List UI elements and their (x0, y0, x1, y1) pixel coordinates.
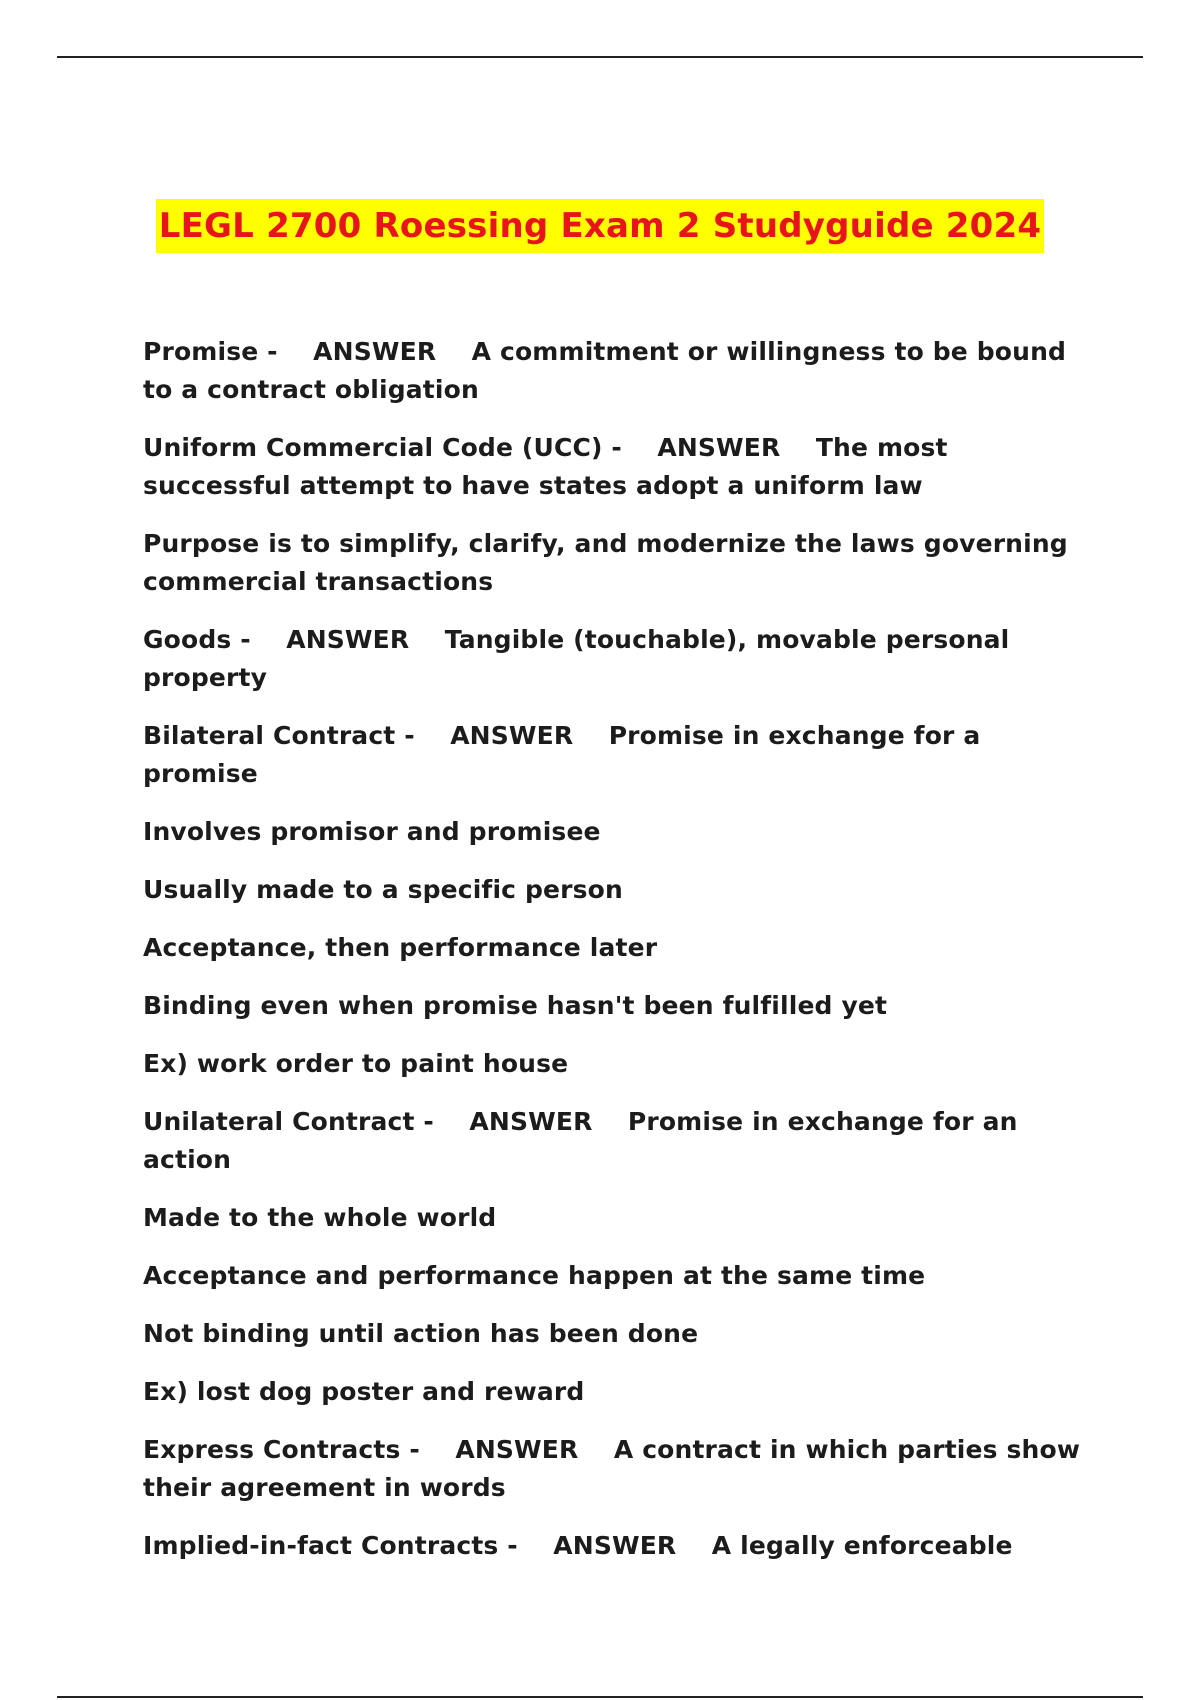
entry-answer-label: ANSWER (553, 1531, 677, 1560)
entry-line: Usually made to a specific person (143, 875, 623, 904)
entry-answer-label: ANSWER (455, 1435, 579, 1464)
entry-promise (143, 333, 1083, 409)
header-rule (57, 56, 1143, 58)
entry-definition: Promise in exchange for a promise (143, 721, 981, 788)
footer-rule (57, 1696, 1143, 1698)
entry-goods (143, 621, 1083, 697)
entry-line: Not binding until action has been done (143, 1319, 699, 1348)
entry-implied-in-fact-contracts (143, 1527, 1083, 1565)
document-title: LEGL 2700 Roessing Exam 2 Studyguide 2024 (156, 199, 1044, 253)
entry-definition: A legally enforceable (711, 1531, 1013, 1560)
entry-line: Binding even when promise hasn't been fulfilled yet (143, 991, 888, 1020)
entry-definition: A commitment or willingness to be bound to a contract obligation (143, 337, 1067, 404)
entry-answer-label: ANSWER (450, 721, 574, 750)
entry-answer-label: ANSWER (286, 625, 410, 654)
entry-definition: A contract in which parties show their agreement in words (143, 1435, 1081, 1502)
entry-answer-label: ANSWER (313, 337, 437, 366)
title-container (0, 199, 1200, 253)
entry-answer-label: ANSWER (469, 1107, 593, 1136)
entry-definition: The most successful attempt to have states adopt a uniform law (143, 433, 948, 500)
entry-term: Unilateral Contract - (143, 1107, 434, 1136)
entry-line: Acceptance and performance happen at the same time (143, 1261, 926, 1290)
entry-line: Made to the whole world (143, 1203, 497, 1232)
entry-term: Implied-in-fact Contracts - (143, 1531, 518, 1560)
entry-line: Involves promisor and promisee (143, 817, 601, 846)
entry-line: Acceptance, then performance later (143, 933, 658, 962)
entry-line: Ex) lost dog poster and reward (143, 1377, 585, 1406)
entry-term: Goods - (143, 625, 251, 654)
entry-term: Bilateral Contract - (143, 721, 415, 750)
entry-term: Uniform Commercial Code (UCC) - (143, 433, 622, 462)
entry-definition: Promise in exchange for an action (143, 1107, 1018, 1174)
entry-line: Purpose is to simplify, clarify, and modernize the laws governing commercial transactions (143, 529, 1068, 596)
entry-term: Express Contracts - (143, 1435, 420, 1464)
entry-express-contracts (143, 1431, 1083, 1507)
entry-term: Promise - (143, 337, 278, 366)
entry-ucc (143, 429, 1083, 505)
entry-answer-label: ANSWER (657, 433, 781, 462)
entry-line: Ex) work order to paint house (143, 1049, 569, 1078)
entry-unilateral-contract (143, 1103, 1083, 1179)
study-guide-content (143, 333, 1083, 1585)
entry-definition: Tangible (touchable), movable personal property (143, 625, 1010, 692)
entry-bilateral-contract (143, 717, 1083, 793)
